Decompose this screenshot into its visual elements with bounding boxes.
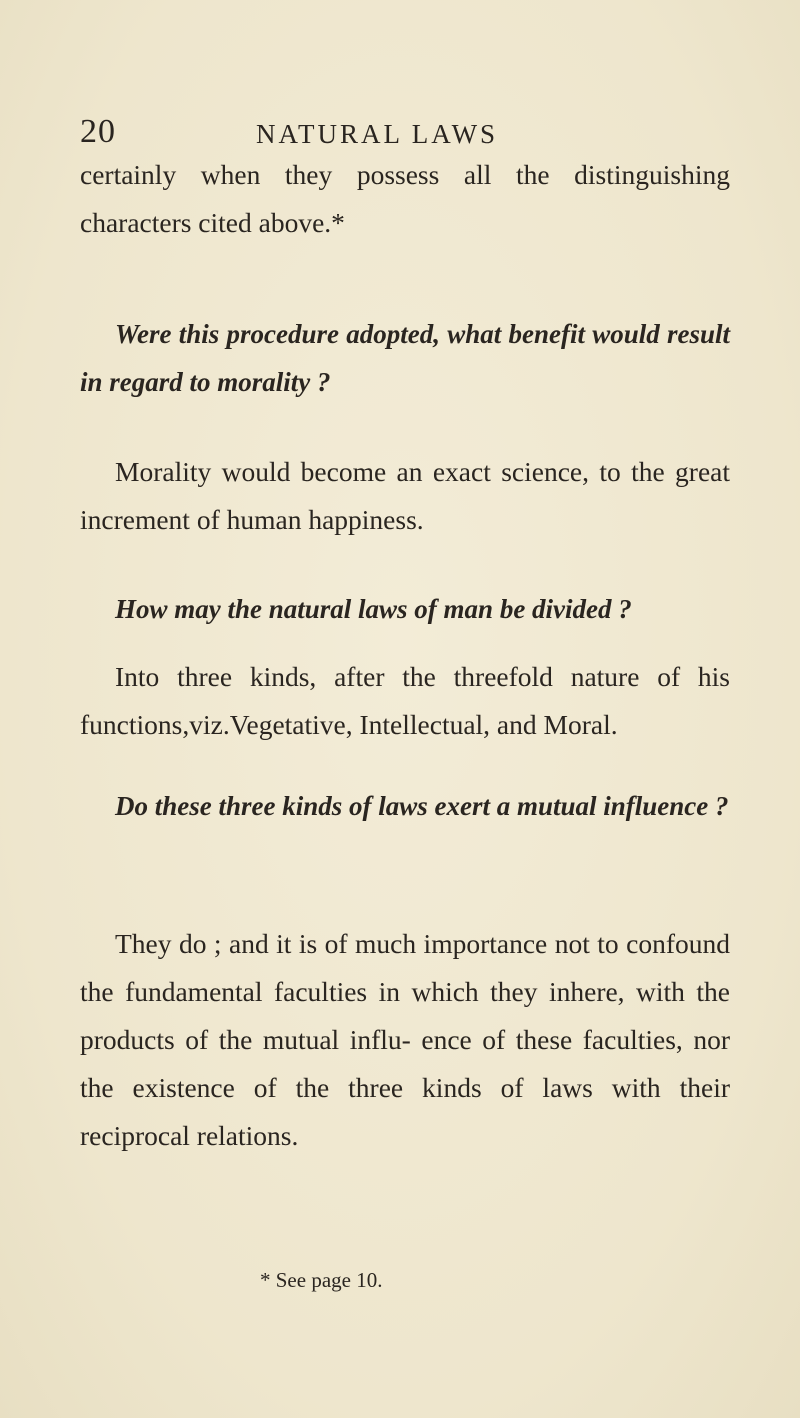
answer-mutual-influence: They do ; and it is of much importance not to confound the fundamental faculties in which they inhere, with the products of the mutual influ- ence of these faculties, nor the existence of the three kinds of laws with their reciprocal relations. — [80, 928, 730, 1151]
running-head: NATURAL LAWS — [256, 119, 499, 149]
answer-morality: Morality would become an exact science, to the great increment of human happiness. — [80, 456, 730, 535]
question-division: How may the natural laws of man be divided ? — [115, 594, 632, 624]
page-number: 20 — [80, 113, 116, 150]
paragraph-continuation: certainly when they possess all the distinguishing characters cited above.* — [80, 159, 730, 238]
footnote: * See page 10. — [260, 1268, 383, 1292]
question-mutual-influence: Do these three kinds of laws exert a mutual influence ? — [115, 791, 729, 821]
answer-division: Into three kinds, after the threefold nature of his functions,viz.Vegetative, Intellectual, and Moral. — [80, 661, 730, 740]
question-morality: Were this procedure adopted, what benefit would result in regard to morality ? — [80, 319, 730, 397]
